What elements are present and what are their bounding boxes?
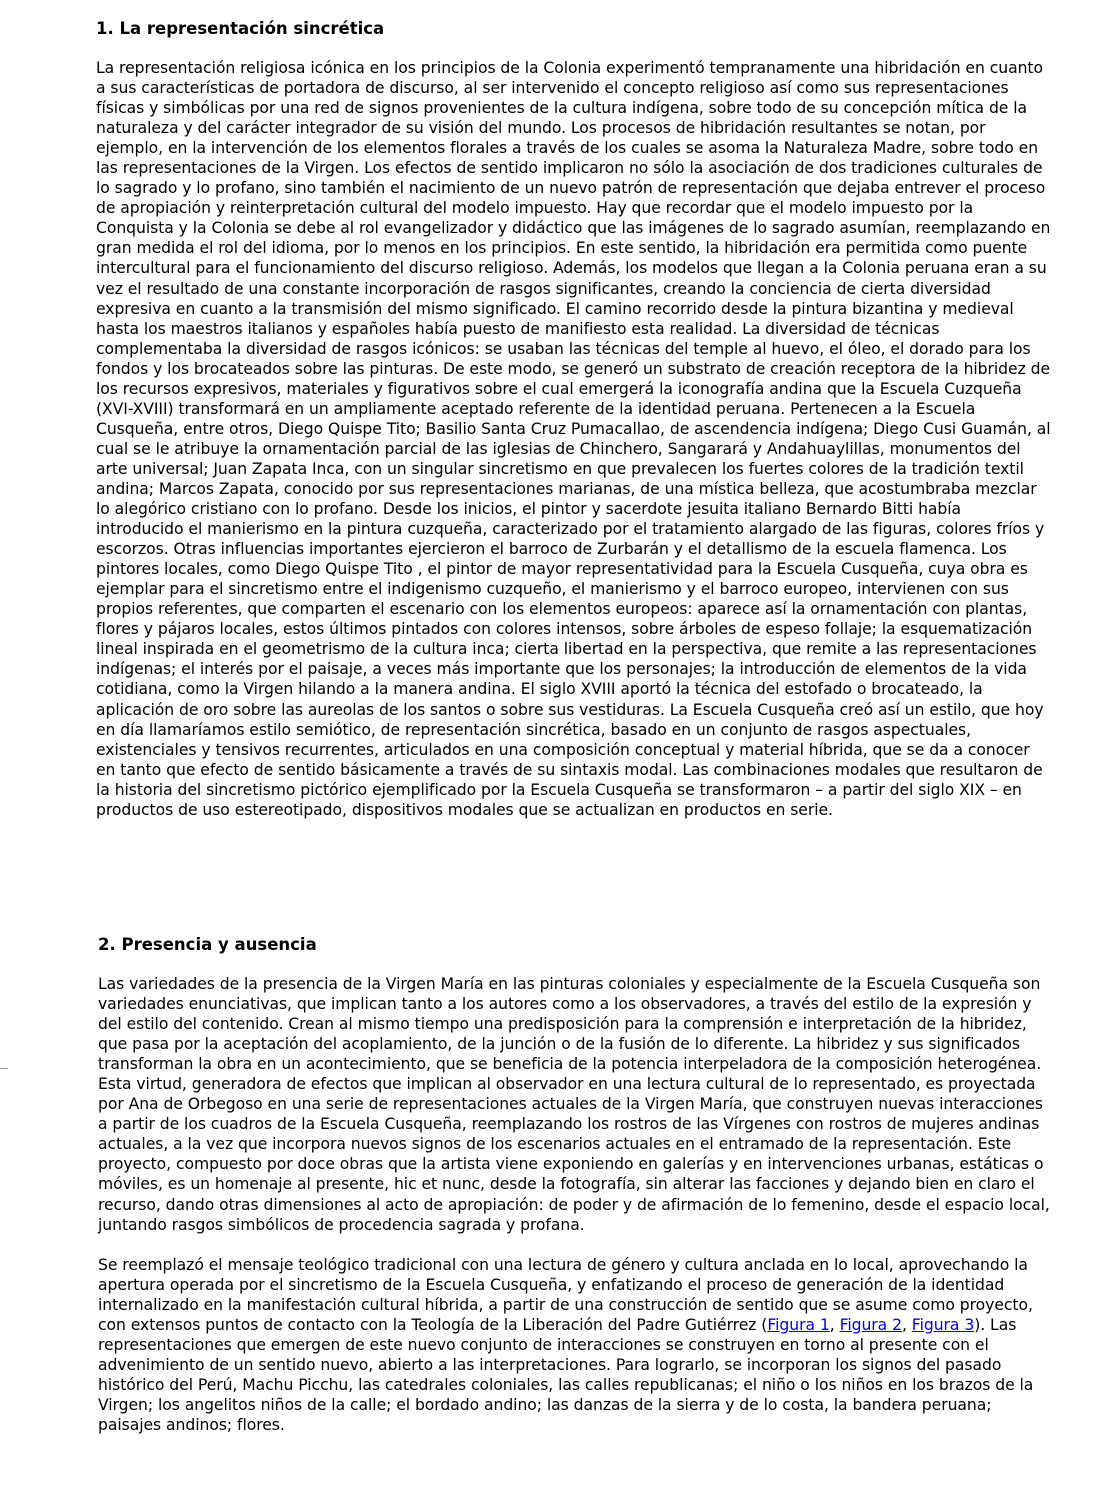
body-paragraph-with-links [98, 1255, 1053, 1435]
body-paragraph: La representación religiosa icónica en los principios de la Colonia experimentó tempranamente una hibridación en cuanto a sus características de portadora de discurso, al ser intervenido el concepto religioso así como sus representaciones físicas y simbólicas por una red de signos provenientes de la cultura indígena, sobre todo de su concepción mítica de la naturaleza y del carácter integrador de su visión del mundo. Los procesos de hibridación resultantes se notan, por ejemplo, en la intervención de los elementos florales a través de los cuales se asoma la Naturaleza Madre, sobre todo en las representaciones de la Virgen. Los efectos de sentido implicaron no sólo la asociación de dos tradiciones culturales de lo sagrado y lo profano, sino también el nacimiento de un nuevo patrón de representación que dejaba entrever el proceso de apropiación y reinterpretación cultural del modelo impuesto. Hay que recordar que el modelo impuesto por la Conquista y la Colonia se debe al rol evangelizador y didáctico que las imágenes de lo sagrado asumían, reemplazando en gran medida el rol del idioma, por lo menos en los principios. En este sentido, la hibridación era permitida como puente intercultural para el funcionamiento del discurso religioso. Además, los modelos que llegan a la Colonia peruana eran a su vez el resultado de una constante incorporación de rasgos significantes, creando la conciencia de cierta diversidad expresiva en cuanto a la transmisión del mismo significado. El camino recorrido desde la pintura bizantina y medieval hasta los maestros italianos y españoles había puesto de manifiesto esta realidad. La diversidad de técnicas complementaba la diversidad de rasgos icónicos: se usaban las técnicas del temple al huevo, el óleo, el dorado para los fondos y los brocateados sobre las pinturas. De este modo, se generó un substrato de creación receptora de la hibridez de los recursos expresivos, materiales y figurativos sobre el cual emergerá la iconografía andina que la Escuela Cuzqueña (XVI-XVIII) transformará en un ampliamente aceptado referente de la identidad peruana. Pertenecen a la Escuela Cusqueña, entre otros, Diego Quispe Tito; Basilio Santa Cruz Pumacallao, de ascendencia indígena; Diego Cusi Guamán, al cual se le atribuye la ornamentación parcial de las iglesias de Chinchero, Sangarará y Andahuaylillas, monumentos del arte universal; Juan Zapata Inca, con un singular sincretismo en que prevalecen los fuertes colores de la tradición textil andina; Marcos Zapata, conocido por sus representaciones marianas, de una mística belleza, que acostumbraba mezclar lo alegórico cristiano con lo profano. Desde los inicios, el pintor y sacerdote jesuita italiano Bernardo Bitti había introducido el manierismo en la pintura cuzqueña, caracterizado por el tratamiento alargado de las figuras, colores fríos y escorzos. Otras influencias importantes ejercieron el barroco de Zurbarán y el detallismo de la escuela flamenca. Los pintores locales, como Diego Quispe Tito , el pintor de mayor representatividad para la Escuela Cusqueña, cuya obra es ejemplar para el sincretismo entre el indigenismo cuzqueño, el manierismo y el barroco europeo, intervienen con sus propios referentes, que comparten el escenario con los elementos europeos: aparece así la ornamentación con plantas, flores y pájaros locales, estos últimos pintados con colores intensos, sobre árboles de espeso follaje; la esquematización lineal inspirada en el geometrismo de la cultura inca; cierta libertad en la perspectiva, que remite a las representaciones indígenas; el interés por el paisaje, a veces más importante que los personajes; la introducción de elementos de la vida cotidiana, como la Virgen hilando a la manera andina. El siglo XVIII aportó la técnica del estofado o brocateado, la aplicación de oro sobre las aureolas de los santos o sobre sus vestiduras. La Escuela Cusqueña creó así un estilo, que hoy en día llamaríamos estilo semiótico, de representación sincrética, basado en un conjunto de rasgos aspectuales, existenciales y tensivos recurrentes, articulados en una composición conceptual y material híbrida, que se da a conocer en tanto que efecto de sentido básicamente a través de su sintaxis modal. Las combinaciones modales que resultaron de la historia del sincretismo pictórico ejemplificado por la Escuela Cusqueña se transformaron – a partir del siglo XIX – en productos de uso estereotipado, dispositivos modales que se actualizan en productos en serie. [96, 59, 1051, 819]
margin-tick [0, 1068, 8, 1069]
section-representacion-sincretica [96, 18, 1051, 820]
section-presencia-ausencia [98, 934, 1053, 1435]
paragraph-text: Se reemplazó el mensaje teológico tradicional con una lectura de género y cultura anclada en lo local, aprovechando la apertura operada por el sincretismo de la Escuela Cusqueña, y enfatizando el proceso de generación de la identidad internalizado en la manifestación cultural híbrida, a partir de una construcción de sentido que se asume como proyecto, con extensos puntos de contacto con la Teología de la Liberación del Padre Gutiérrez ( [98, 1255, 1033, 1334]
figura-3-link[interactable]: Figura 3 [911, 1315, 975, 1334]
paragraph-text: ). Las representaciones que emergen de este nuevo conjunto de interacciones se construyen en torno al presente con el advenimiento de un sentido nuevo, abierto a las interpretaciones. Para lograrlo, se incorporan los signos del pasado histórico del Perú, Machu Picchu, las catedrales coloniales, las calles republicanas; el niño o los niños en los brazos de la Virgen; los angelitos niños de la calle; el bordado andino; las danzas de la sierra y de lo costa, la bandera peruana; paisajes andinos; flores. [98, 1315, 1034, 1434]
body-paragraph: Las variedades de la presencia de la Virgen María en las pinturas coloniales y especialmente de la Escuela Cusqueña son variedades enunciativas, que implican tanto a los autores como a los observadores, a través del estilo de la expresión y del estilo del contenido. Crean al mismo tiempo una predisposición para la comprensión e interpretación de la hibridez, que pasa por la aceptación del acoplamiento, de la junción o de la fusión de lo diferente. La hibridez y sus significados transforman la obra en un acontecimiento, que se beneficia de la potencia interpeladora de la composición heterogénea. Esta virtud, generadora de efectos que implican al observador en una lectura cultural de lo representado, es proyectada por Ana de Orbegoso en una serie de representaciones actuales de la Virgen María, que construyen nuevas interacciones a partir de los cuadros de la Escuela Cusqueña, reemplazando los rostros de las Vírgenes con rostros de mujeres andinas actuales, a la vez que incorpora nuevos signos de los escenarios actuales en el entramado de la representación. Este proyecto, compuesto por doce obras que la artista viene exponiendo en galerías y en intervenciones urbanas, estáticas o móviles, es un homenaje al presente, hic et nunc, desde la fotografía, sin alterar las facciones y dejando bien en claro el recurso, dando otras dimensiones al acto de apropiación: de poder y de afirmación de lo femenino, desde el espacio local, juntando rasgos simbólicos de procedencia sagrada y profana. [98, 975, 1050, 1234]
link-separator: , [829, 1315, 840, 1334]
link-separator: , [901, 1315, 912, 1334]
section-heading: 1. La representación sincrética [96, 19, 385, 38]
figura-1-link[interactable]: Figura 1 [767, 1315, 830, 1334]
section-heading: 2. Presencia y ausencia [98, 935, 317, 954]
figura-2-link[interactable]: Figura 2 [839, 1315, 902, 1334]
